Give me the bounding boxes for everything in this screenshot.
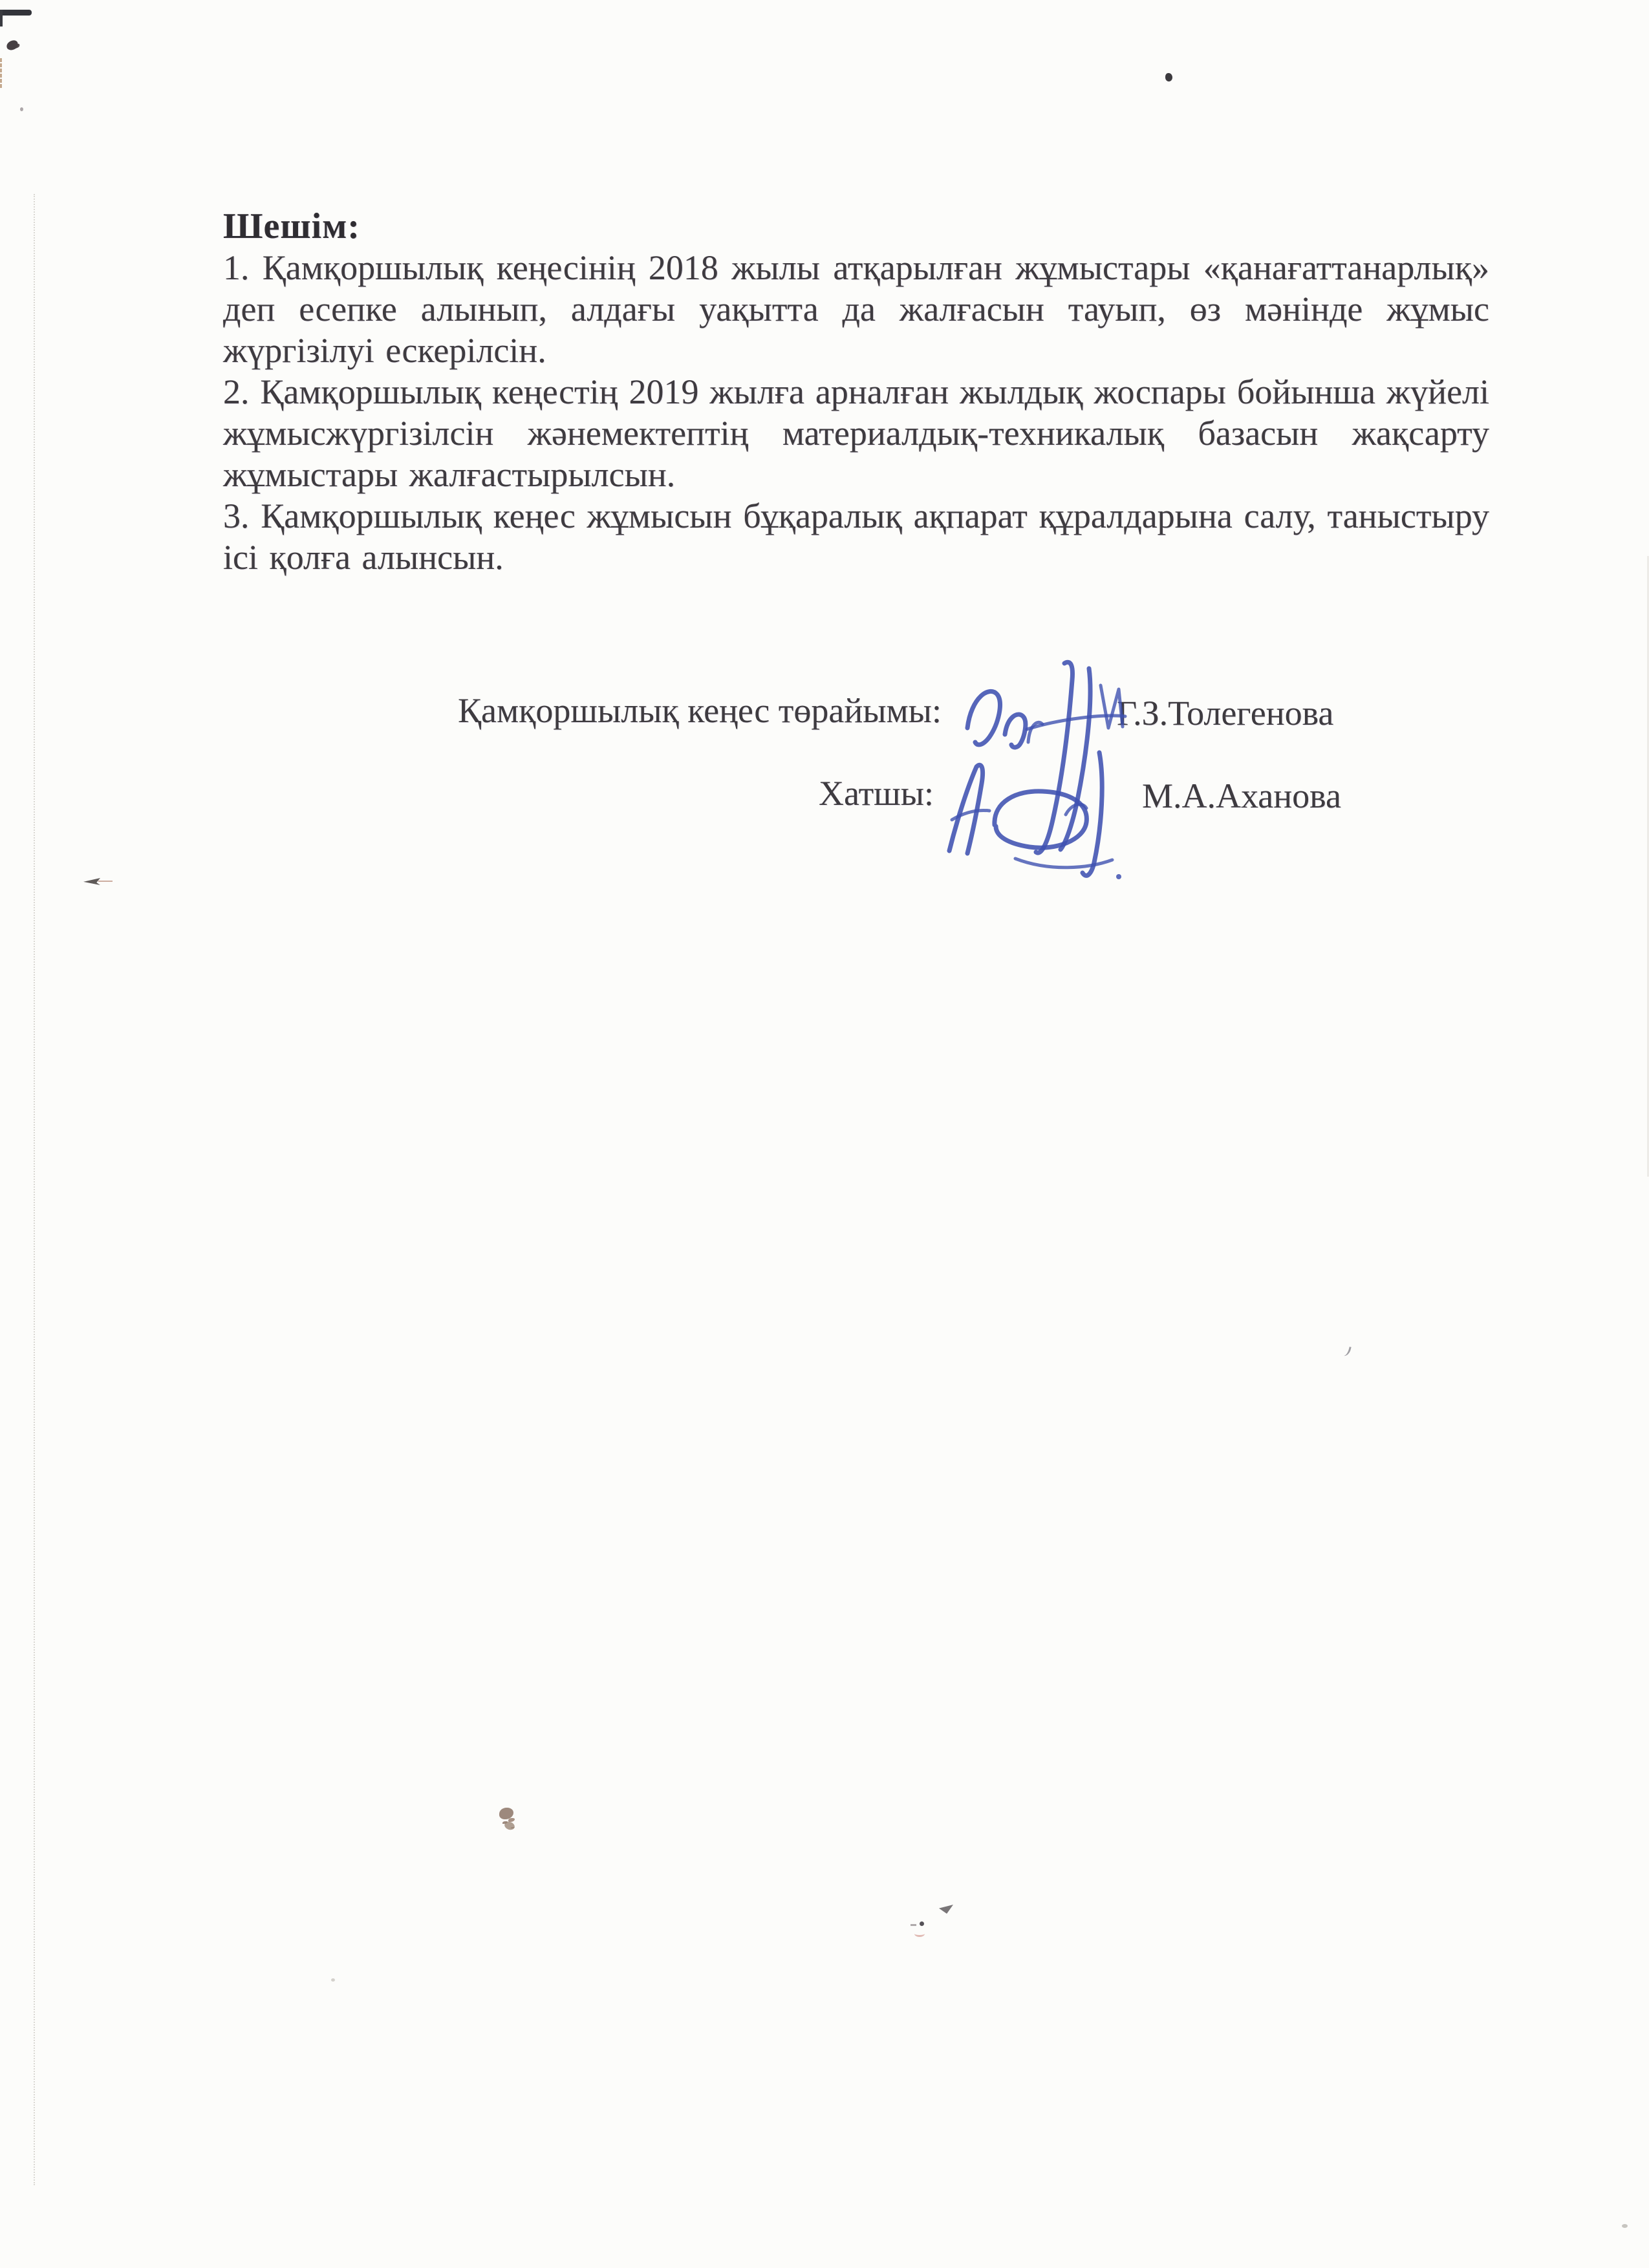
scan-artifact-speck (1622, 2224, 1628, 2228)
scan-artifact-dashed-line (0, 58, 2, 88)
scan-artifact-speck (20, 107, 23, 111)
chairperson-signature-label: Қамқоршылық кеңес төрайымы: (458, 691, 942, 730)
scan-artifact-corner-mark (1, 10, 32, 16)
scan-artifact-arrow-tail (98, 881, 113, 882)
scan-artifact-smudge (499, 1808, 513, 1819)
document-line: жүргізілуі ескерілсін. (223, 331, 546, 370)
section-heading: Шешім: (223, 206, 360, 246)
scan-artifact-check-speck (939, 1905, 953, 1914)
scan-artifact-speck (1342, 1345, 1352, 1357)
scan-artifact-ink-dot (1165, 73, 1172, 81)
scan-artifact-ink-blob (5, 39, 19, 51)
document-line: ісі қолға алынсын. (223, 538, 504, 577)
document-line: жұмыстары жалғастырылсын. (223, 455, 676, 494)
scan-artifact-speck (331, 1978, 335, 1982)
secretary-signature-ink (939, 742, 1133, 884)
decision-text-block (223, 206, 1489, 578)
scan-artifact-smudge (503, 1821, 515, 1832)
scan-artifact-speck (911, 1924, 916, 1926)
document-line: 2. Қамқоршылық кеңестің 2019 жылға арналған жылдық жоспары бойынша жүйелі (223, 372, 1489, 411)
scan-artifact-speck (920, 1921, 924, 1926)
scan-artifact-arrow-mark (83, 878, 100, 886)
secretary-signature-label: Хатшы: (819, 774, 934, 813)
scan-artifact-speck (914, 1931, 925, 1937)
document-line: деп есепке алынып, алдағы уақытта да жалғасын тауып, өз мәнінде жұмыс (223, 290, 1489, 328)
scan-artifact-vertical-dotted-line (34, 194, 35, 2185)
chairperson-name: Г.З.Толегенова (1117, 694, 1334, 733)
document-line: 1. Қамқоршылық кеңесінің 2018 жылы атқарылған жұмыстары «қанағаттанарлық» (223, 248, 1489, 287)
secretary-name: М.А.Аханова (1142, 776, 1341, 815)
document-line: жұмысжүргізілсін жәнемектептің материалдық-техникалық базасын жақсарту (223, 414, 1489, 453)
document-line: 3. Қамқоршылық кеңес жұмысын бұқаралық ақпарат құралдарына салу, таныстыру (223, 497, 1489, 535)
scan-artifact-corner-stub (0, 10, 3, 27)
